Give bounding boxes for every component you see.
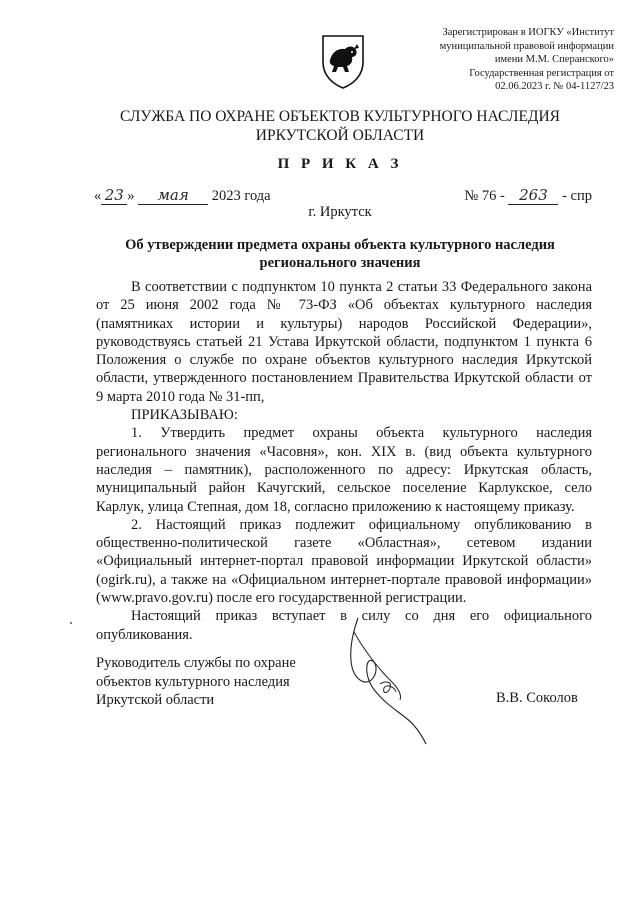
signatory-title-line: Руководитель службы по охране (96, 655, 296, 671)
scan-speck (70, 622, 72, 624)
number-prefix: № 76 - (464, 188, 505, 204)
registration-line: Зарегистрирован в ИОГКУ «Институт (442, 27, 614, 38)
city: г. Иркутск (308, 204, 372, 220)
registration-line: Государственная регистрация от (469, 67, 614, 79)
signatory-title (96, 654, 296, 710)
number-value: 263 (508, 187, 558, 205)
agency-title-line: ИРКУТСКОЙ ОБЛАСТИ (255, 127, 425, 144)
registration-line: муниципальной правовой информации (439, 40, 614, 52)
signatory-name: В.В. Соколов (496, 690, 578, 706)
date-month: мая (138, 187, 208, 205)
date-open-quote: « (94, 188, 102, 204)
preamble-paragraph: В соответствии с подпунктом 10 пункта 2 статьи 33 Федерального закона от 25 июня 2002 года № 73-ФЗ «Об объектах культурного наследия (памятниках истории и культуры) народов Российской Федерации», руководствуясь статьей 21 Устава Иркутской области, подпунктом 1 пункта 6 Положения о службе по охране объектов культурного наследия Иркутской области, утвержденного постановлением Правительства Иркутской области от 9 марта 2010 года № 31-пп, (96, 279, 592, 405)
order-directive: ПРИКАЗЫВАЮ: (131, 407, 238, 424)
registration-line: 02.06.2023 г. № 04-1127/23 (495, 81, 614, 92)
subject-line: регионального значения (259, 255, 421, 271)
handwritten-signature (320, 610, 440, 750)
order-body (96, 278, 592, 644)
number-suffix: - спр (562, 188, 592, 204)
date-close-quote: » (127, 188, 135, 204)
document-type: П Р И К А З (277, 156, 403, 172)
clause-2-paragraph: 2. Настоящий приказ подлежит официальному опубликованию в общественно-политической газете «Областная», сетевом издании «Официальный интернет-портал правовой информации Иркутской области» (ogirk.ru), а также на «Официальном интернет-портале правовой информации» (www.pravo.gov.ru) после его государственной регистрации. (96, 516, 592, 607)
order-number (464, 186, 592, 206)
order-subject (80, 236, 600, 272)
date-day: 23 (101, 187, 127, 205)
subject-line: Об утверждении предмета охраны объекта культурного наследия (125, 237, 555, 253)
agency-title-line: СЛУЖБА ПО ОХРАНЕ ОБЪЕКТОВ КУЛЬТУРНОГО НАСЛЕДИЯ (119, 108, 561, 125)
agency-title (60, 107, 620, 145)
registration-stamp (402, 26, 614, 94)
signatory-title-line: Иркутской области (96, 692, 215, 708)
effective-date-paragraph: Настоящий приказ вступает в силу со дня его официального опубликования. (96, 608, 592, 643)
date-year: 2023 года (211, 188, 271, 204)
coat-of-arms-icon (318, 30, 368, 90)
clause-1-paragraph: 1. Утвердить предмет охраны объекта культурного наследия регионального значения «Часовня», кон. XIX в. (вид объекта культурного наследия – памятник), расположенного по адресу: Иркутская область, муниципальный район Качугский, сельское поселение Карлукское, село Карлук, улица Степная, дом 18, согласно приложению к настоящему приказу. (96, 425, 592, 515)
order-date (94, 186, 271, 206)
signatory-title-line: объектов культурного наследия (96, 673, 290, 690)
registration-line: имени М.М. Сперанского» (494, 54, 614, 65)
